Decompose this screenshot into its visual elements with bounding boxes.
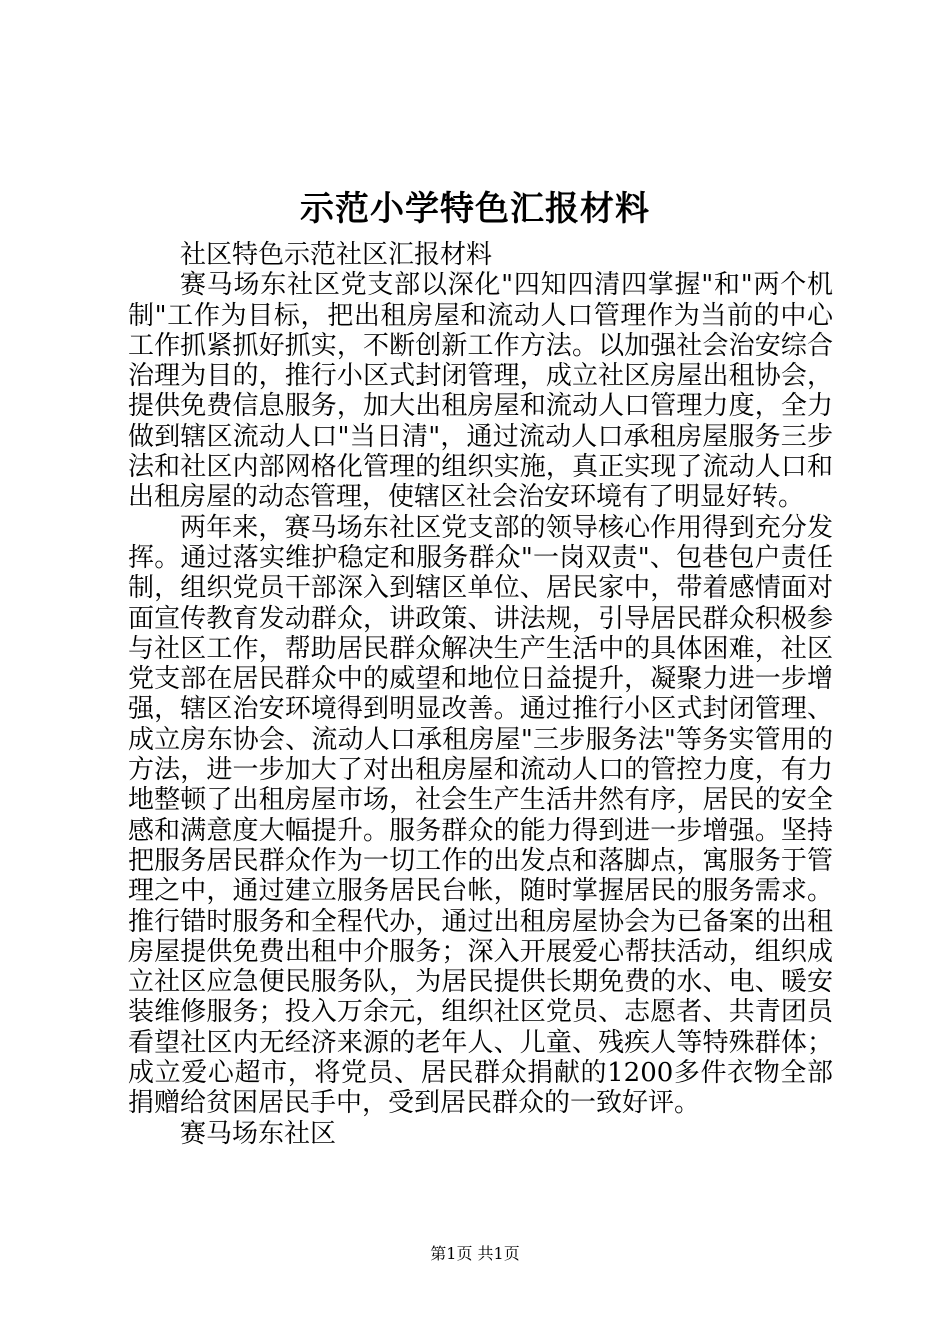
page-footer: 第1页 共1页 [430, 1244, 520, 1263]
paragraph-1: 赛马场东社区党支部以深化"四知四清四掌握"和"两个机制"工作为目标，把出租房屋和流动人口管理作为当前的中心工作抓紧抓好抓实，不断创新工作方法。以加强社会治安综合治理为目的，推行小区式封闭管理，成立社区房屋出租协会，提供免费信息服务，加大出租房屋和流动人口管理力度，全力做到辖区流动人口"当日清"，通过流动人口承租房屋服务三步法和社区内部网格化管理的组织实施，真正实现了流动人口和出租房屋的动态管理，使辖区社会治安环境有了明显好转。 [128, 270, 833, 513]
document-body [128, 240, 833, 1149]
document-subtitle: 社区特色示范社区汇报材料 [180, 240, 493, 270]
document-title: 示范小学特色汇报材料 [300, 189, 650, 229]
signature: 赛马场东社区 [180, 1118, 337, 1149]
paragraph-2: 两年来，赛马场东社区党支部的领导核心作用得到充分发挥。通过落实维护稳定和服务群众"一岗双责"、包巷包户责任制，组织党员干部深入到辖区单位、居民家中，带着感情面对面宣传教育发动群众，讲政策、讲法规，引导居民群众积极参与社区工作，帮助居民群众解决生产生活中的具体困难，社区党支部在居民群众中的威望和地位日益提升，凝聚力进一步增强，辖区治安环境得到明显改善。通过推行小区式封闭管理、成立房东协会、流动人口承租房屋"三步服务法"等务实管用的方法，进一步加大了对出租房屋和流动人口的管控力度，有力地整顿了出租房屋市场，社会生产生活井然有序，居民的安全感和满意度大幅提升。服务群众的能力得到进一步增强。坚持把服务居民群众作为一切工作的出发点和落脚点，寓服务于管理之中，通过建立服务居民台帐，随时掌握居民的服务需求。推行错时服务和全程代办，通过出租房屋协会为已备案的出租房屋提供免费出租中介服务；深入开展爱心帮扶活动，组织成立社区应急便民服务队，为居民提供长期免费的水、电、暖安装维修服务；投入万余元，组织社区党员、志愿者、共青团员看望社区内无经济来源的老年人、儿童、残疾人等特殊群体；成立爱心超市，将党员、居民群众捐献的1200多件衣物全部捐赠给贫困居民手中，受到居民群众的一致好评。 [128, 512, 833, 1119]
